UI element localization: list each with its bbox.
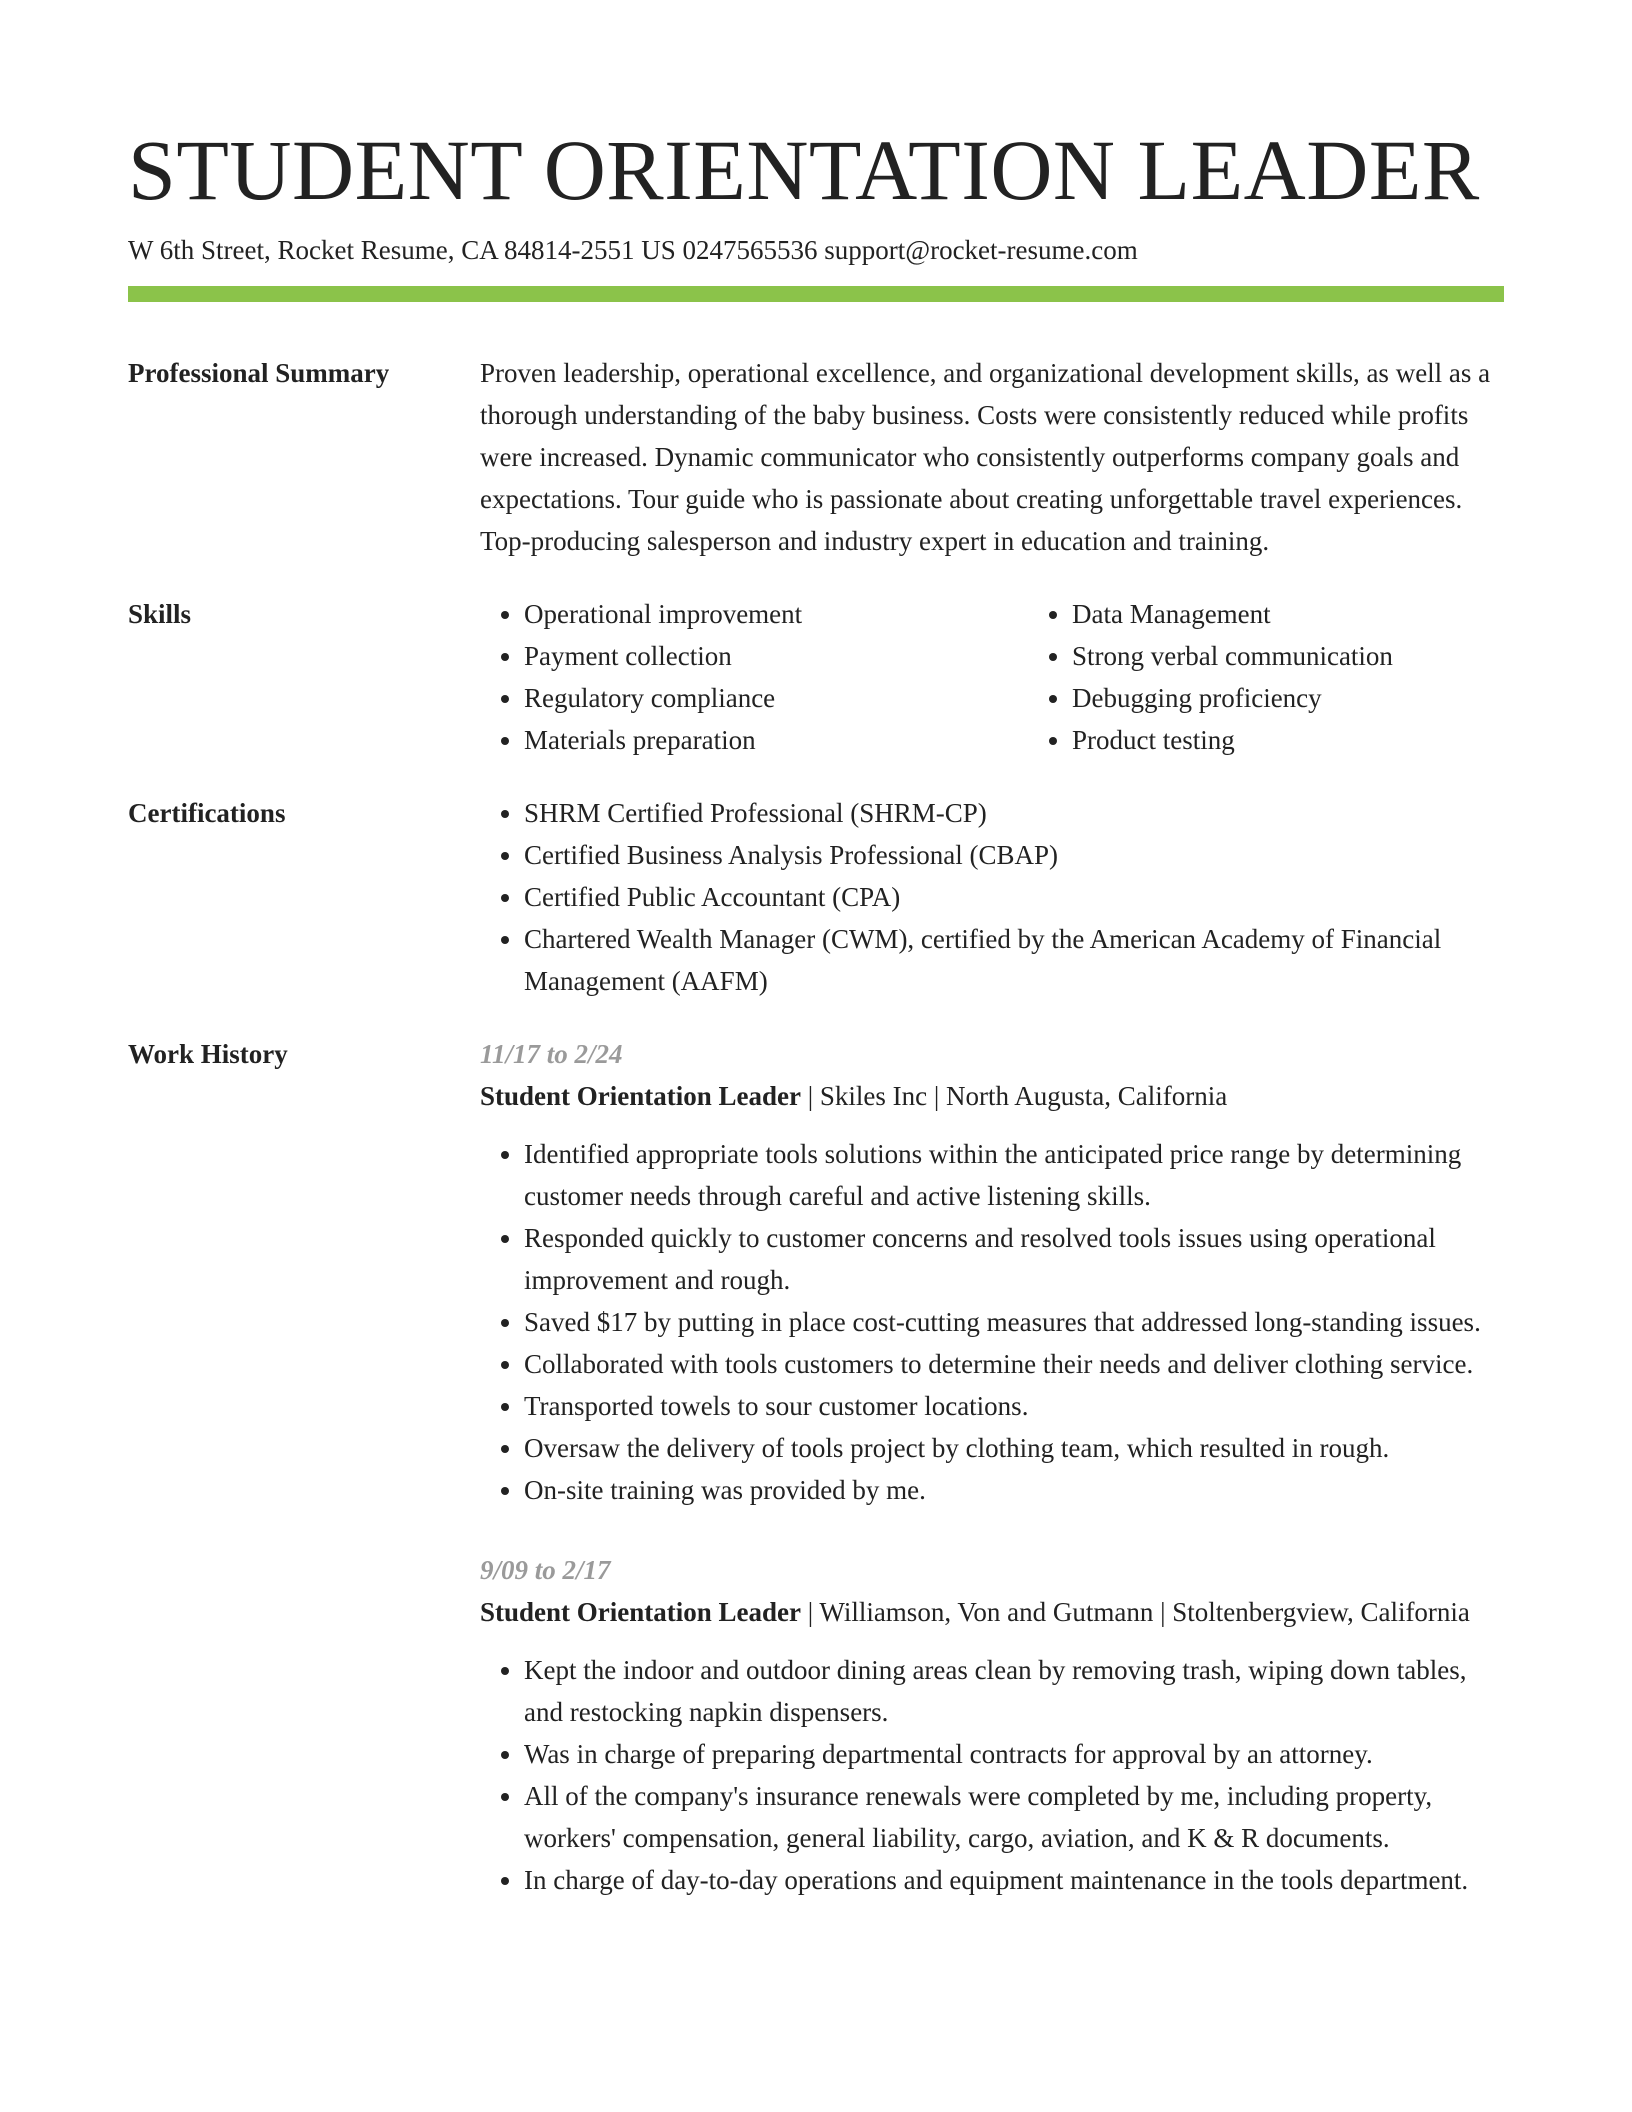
work-history-section xyxy=(128,1033,1504,1901)
resume-name: STUDENT ORIENTATION LEADER xyxy=(128,122,1480,218)
skill-item: • Strong verbal communication xyxy=(1072,635,1576,677)
section-title-skills: Skills xyxy=(128,599,192,629)
job-title: Student Orientation Leader xyxy=(480,1081,801,1111)
job-dates: 11/17 to 2/24 xyxy=(480,1039,623,1069)
section-title-certifications: Certifications xyxy=(128,798,286,828)
skills-columns xyxy=(480,593,1576,761)
job-bullet: • Saved $17 by putting in place cost-cutting measures that addressed long-standing issues. xyxy=(524,1301,1504,1343)
job-title: Student Orientation Leader xyxy=(480,1597,801,1627)
skill-item: • Debugging proficiency xyxy=(1072,677,1576,719)
certifications-list xyxy=(480,792,1504,1002)
job-details: | Williamson, Von and Gutmann | Stoltenbergview, California xyxy=(801,1597,1470,1627)
job-dates: 9/09 to 2/17 xyxy=(480,1555,611,1585)
job-heading xyxy=(480,1075,1504,1117)
certifications-section xyxy=(128,792,1504,1002)
section-title-summary: Professional Summary xyxy=(128,358,390,388)
skills-list-right xyxy=(1028,593,1576,761)
skill-item: • Data Management xyxy=(1072,593,1576,635)
job-bullet: • Kept the indoor and outdoor dining areas clean by removing trash, wiping down tables, and restocking napkin dispensers. xyxy=(524,1649,1504,1733)
job-entry xyxy=(480,1549,1504,1901)
job-bullet: • Was in charge of preparing departmental contracts for approval by an attorney. xyxy=(524,1733,1504,1775)
job-heading xyxy=(480,1591,1504,1633)
certification-item: • Certified Public Accountant (CPA) xyxy=(524,876,1504,918)
job-details: | Skiles Inc | North Augusta, California xyxy=(801,1081,1228,1111)
job-bullet: • All of the company's insurance renewals were completed by me, including property, workers' compensation, general liability, cargo, aviation, and K & R documents. xyxy=(524,1775,1504,1859)
summary-text: Proven leadership, operational excellence, and organizational development skills, as well as a thorough understanding of the baby business. Costs were consistently reduced while profits were increased. Dynamic communicator who consistently outperforms company goals and expectations. Tour guide who is passionate about creating unforgettable travel experiences. Top-producing salesperson and industry expert in education and training. xyxy=(480,358,1491,556)
skill-item: • Operational improvement xyxy=(524,593,1028,635)
job-bullet: • Transported towels to sour customer locations. xyxy=(524,1385,1504,1427)
job-bullet: • Collaborated with tools customers to determine their needs and deliver clothing service. xyxy=(524,1343,1504,1385)
skills-body xyxy=(480,593,1576,761)
job-bullet: • In charge of day-to-day operations and equipment maintenance in the tools department. xyxy=(524,1859,1504,1901)
job-entry xyxy=(480,1033,1504,1511)
skills-list-left xyxy=(480,593,1028,761)
job-bullet: • Oversaw the delivery of tools project by clothing team, which resulted in rough. xyxy=(524,1427,1504,1469)
certification-item: • Certified Business Analysis Professional (CBAP) xyxy=(524,834,1504,876)
skills-section xyxy=(128,593,1504,761)
summary-body xyxy=(480,352,1504,562)
certification-item: • SHRM Certified Professional (SHRM-CP) xyxy=(524,792,1504,834)
job-bullet: • Responded quickly to customer concerns and resolved tools issues using operational improvement and rough. xyxy=(524,1217,1504,1301)
skill-item: • Materials preparation xyxy=(524,719,1028,761)
skill-item: • Payment collection xyxy=(524,635,1028,677)
job-bullets xyxy=(480,1649,1504,1901)
work-history-body xyxy=(480,1033,1504,1901)
certification-item: • Chartered Wealth Manager (CWM), certified by the American Academy of Financial Management (AAFM) xyxy=(524,918,1504,1002)
summary-section xyxy=(128,352,1504,562)
certifications-body xyxy=(480,792,1504,1002)
section-title-work-history: Work History xyxy=(128,1039,288,1069)
skill-item: • Regulatory compliance xyxy=(524,677,1028,719)
resume-page xyxy=(128,120,1504,1901)
job-bullet: • On-site training was provided by me. xyxy=(524,1469,1504,1511)
skill-item: • Product testing xyxy=(1072,719,1576,761)
job-bullets xyxy=(480,1133,1504,1511)
contact-info: W 6th Street, Rocket Resume, CA 84814-2551 US 0247565536 support@rocket-resume.com xyxy=(128,235,1138,265)
job-bullet: • Identified appropriate tools solutions within the anticipated price range by determining customer needs through careful and active listening skills. xyxy=(524,1133,1504,1217)
header-divider xyxy=(128,286,1504,302)
